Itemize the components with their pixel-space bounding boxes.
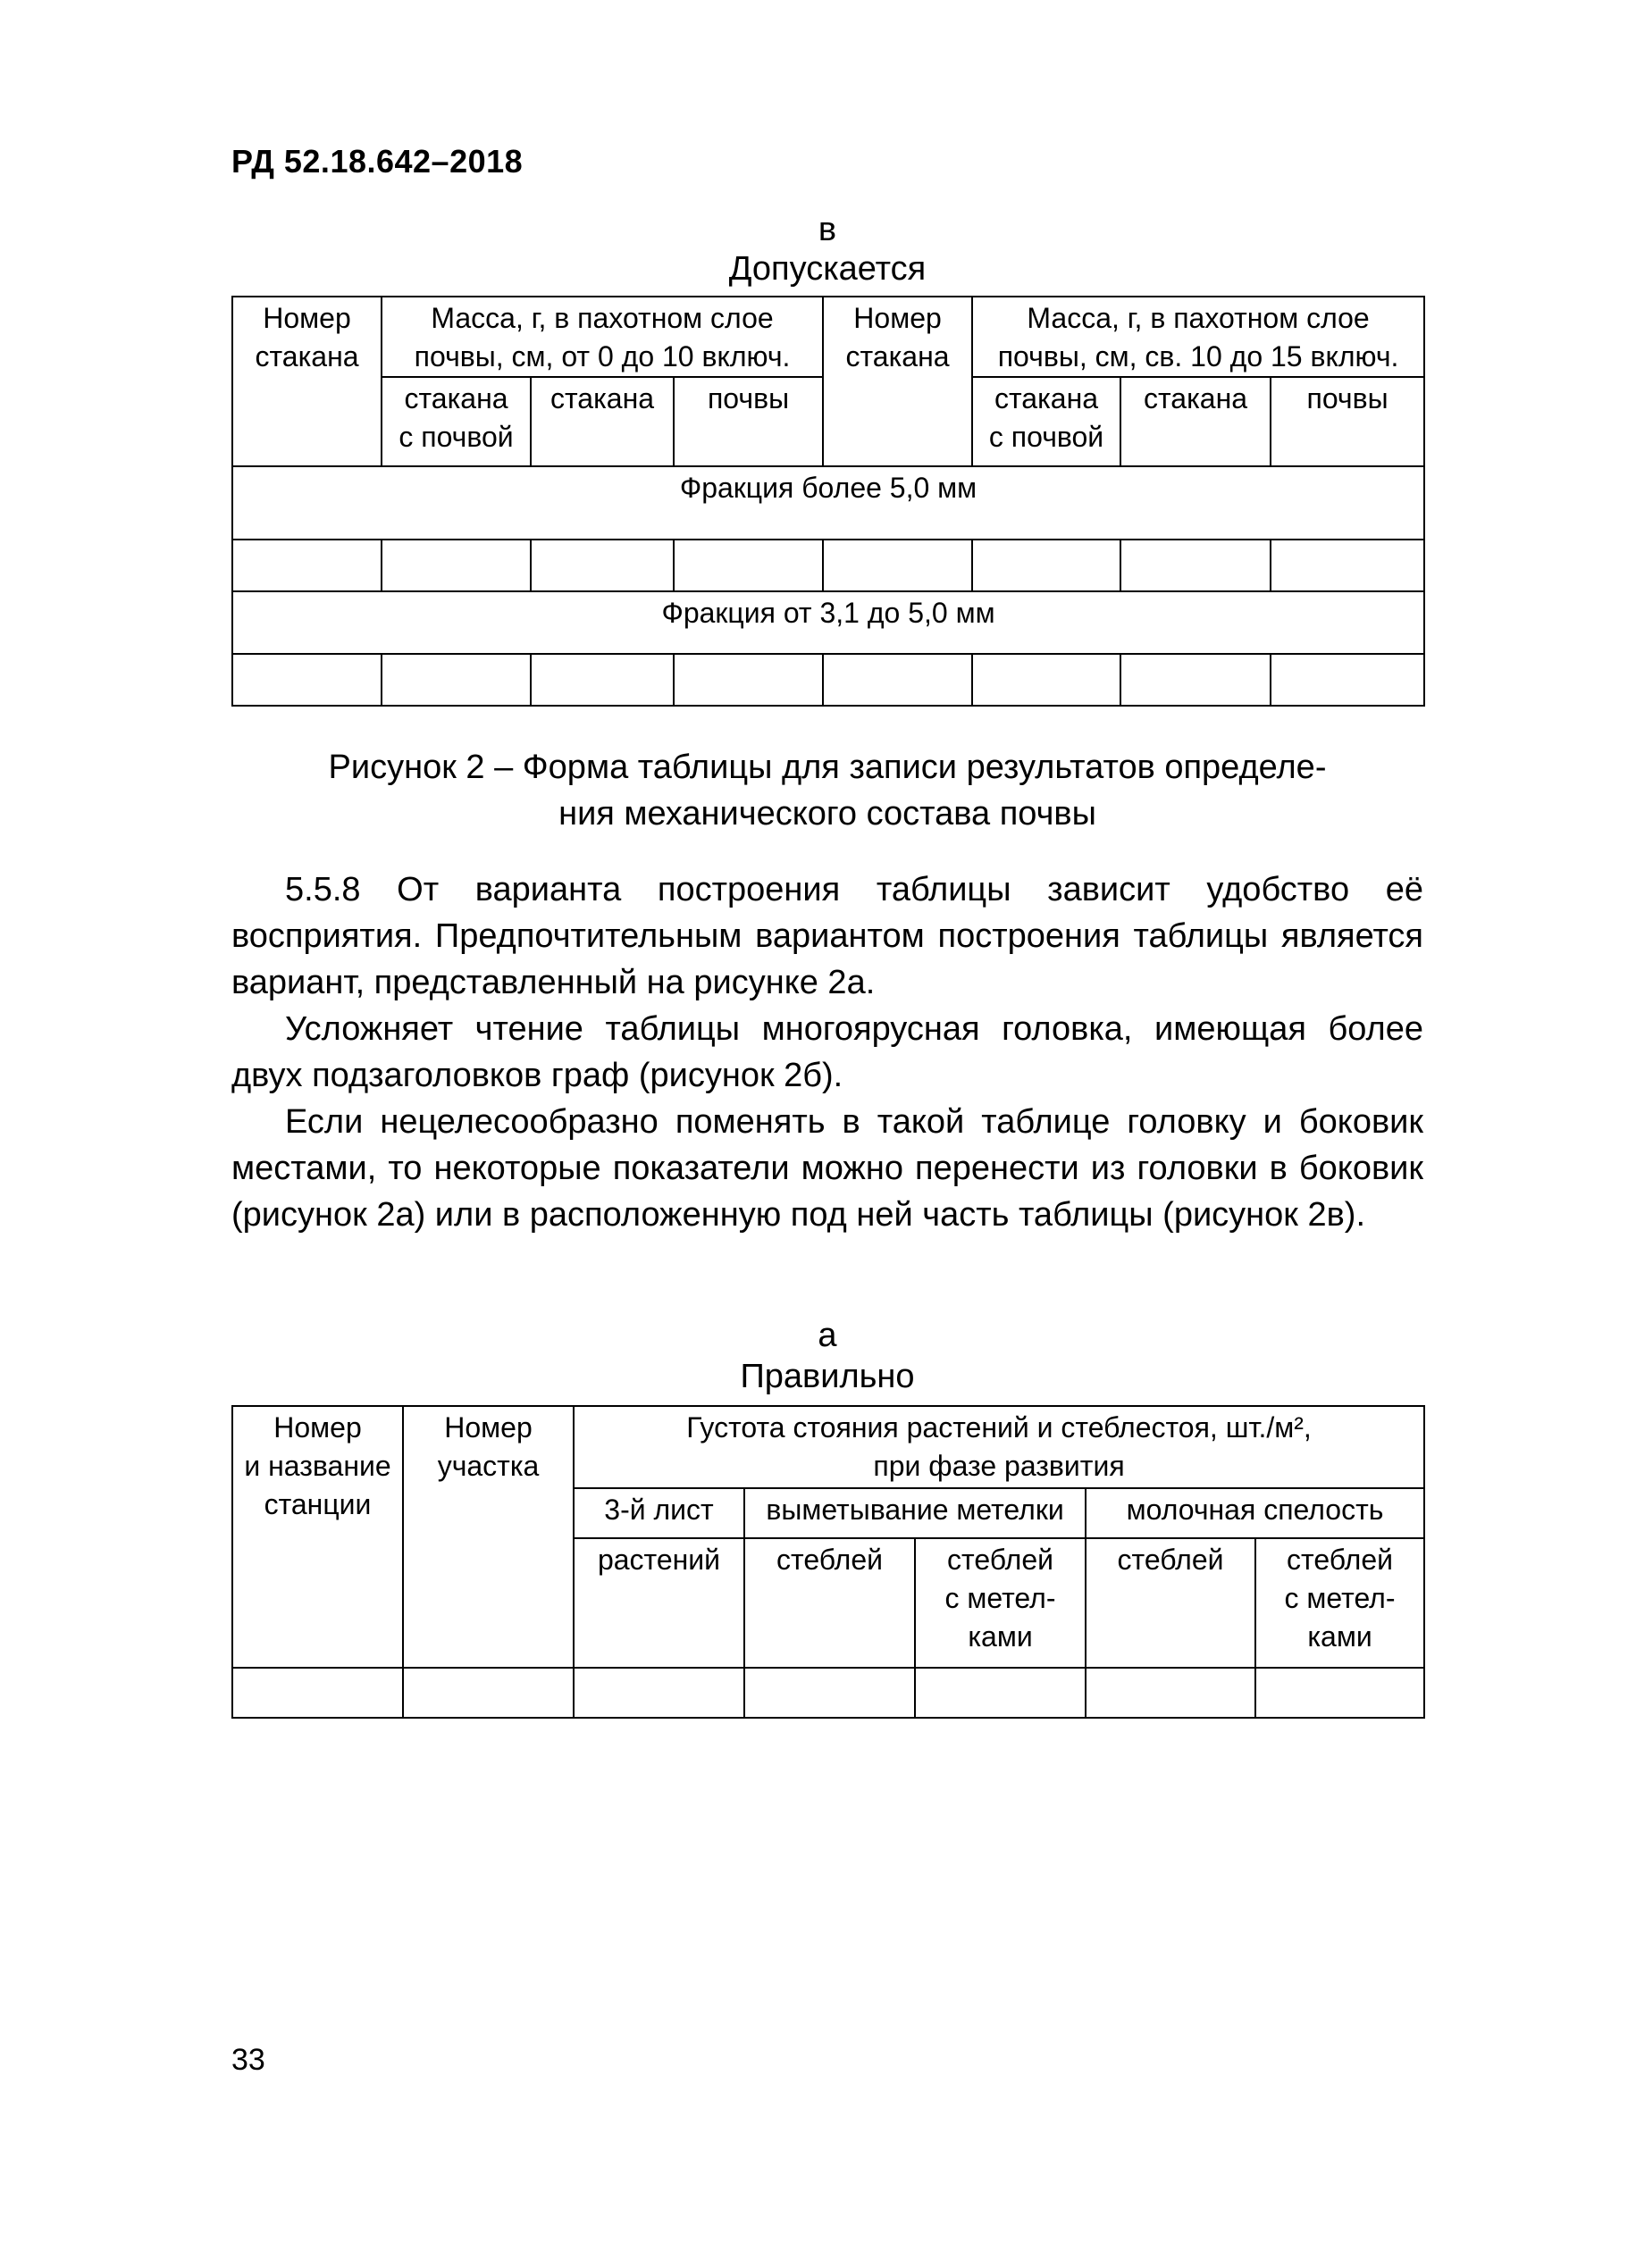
figure-caption-line-2: ния механического состава почвы: [558, 795, 1096, 833]
empty-cell: [1120, 540, 1271, 591]
paragraph: Усложняет чтение таблицы многоярусная головка, имеющая более двух подзаголовков граф (рисунок 2б).: [231, 1010, 1423, 1094]
empty-cell: [1271, 540, 1424, 591]
table-a-sub-plants: растений: [574, 1538, 744, 1668]
empty-cell: [972, 540, 1120, 591]
page-number: 33: [231, 2043, 265, 2077]
empty-cell: [232, 654, 382, 706]
table-a-sub-stems-panicle-2: стеблей с метел- ками: [1255, 1538, 1424, 1668]
paragraph: Если нецелесообразно поменять в такой таблице головку и боковик местами, то некоторые показатели можно перенести из головки в боковик (рисунок 2а) или в расположенную под ней часть таблицы (рисунок 2в).: [231, 1103, 1423, 1234]
table-v-fraction-1: Фракция более 5,0 мм: [232, 466, 1424, 540]
empty-cell: [744, 1668, 915, 1718]
table-a-phase-panicle: выметывание метелки: [744, 1488, 1086, 1538]
table-a: [231, 1405, 1425, 1719]
document-header: РД 52.18.642–2018: [231, 143, 524, 180]
table-v-sub-glass-2: стакана: [1120, 377, 1271, 466]
empty-cell: [403, 1668, 574, 1718]
table-v-sub-glass-soil-2: стакана с почвой: [972, 377, 1120, 466]
empty-cell: [232, 540, 382, 591]
empty-cell: [972, 654, 1120, 706]
table-v-header-mass-10-15: Масса, г, в пахотном слое почвы, см, св. 10 до 15 включ.: [972, 297, 1424, 377]
table-a-header-density: Густота стояния растений и стеблестоя, шт./м², при фазе развития: [574, 1406, 1424, 1488]
table-v-label: Допускается: [728, 250, 927, 288]
table-a-label: Правильно: [740, 1358, 915, 1395]
table-v-sub-soil-1: почвы: [674, 377, 823, 466]
table-v: [231, 296, 1425, 707]
table-a-sub-stems-2: стеблей: [1086, 1538, 1255, 1668]
empty-cell: [674, 540, 823, 591]
empty-cell: [1086, 1668, 1255, 1718]
empty-cell: [823, 654, 972, 706]
table-a-phase-milk: молочная спелость: [1086, 1488, 1424, 1538]
figure-caption: [231, 744, 1423, 837]
empty-cell: [1271, 654, 1424, 706]
table-a-header-station: Номер и название станции: [232, 1406, 403, 1668]
table-a-sub-stems-1: стеблей: [744, 1538, 915, 1668]
empty-cell: [1255, 1668, 1424, 1718]
body-text: [231, 866, 1423, 1238]
empty-cell: [1120, 654, 1271, 706]
empty-cell: [674, 654, 823, 706]
empty-cell: [382, 540, 531, 591]
table-v-header-number-2: Номер стакана: [823, 297, 972, 466]
paragraph: 5.5.8 От варианта построения таблицы зависит удобство её восприятия. Предпочтительным вариантом построения таблицы является вариант, представленный на рисунке 2а.: [231, 871, 1423, 1001]
empty-cell: [232, 1668, 403, 1718]
table-v-sub-soil-2: почвы: [1271, 377, 1424, 466]
table-v-sub-glass-soil-1: стакана с почвой: [382, 377, 531, 466]
empty-cell: [531, 654, 674, 706]
table-v-header-number-1: Номер стакана: [232, 297, 382, 466]
table-a-phase-leaf3: 3-й лист: [574, 1488, 744, 1538]
table-row: [232, 1668, 1424, 1718]
table-row: [232, 654, 1424, 706]
empty-cell: [574, 1668, 744, 1718]
empty-cell: [915, 1668, 1086, 1718]
table-a-sub-stems-panicle-1: стеблей с метел- ками: [915, 1538, 1086, 1668]
table-a-letter: а: [818, 1317, 837, 1354]
table-a-header-plot: Номер участка: [403, 1406, 574, 1668]
table-v-header-mass-0-10: Масса, г, в пахотном слое почвы, см, от 0 до 10 включ.: [382, 297, 823, 377]
empty-cell: [382, 654, 531, 706]
table-row: [232, 540, 1424, 591]
empty-cell: [823, 540, 972, 591]
table-v-letter: в: [818, 211, 837, 248]
table-v-sub-glass-1: стакана: [531, 377, 674, 466]
table-v-fraction-2: Фракция от 3,1 до 5,0 мм: [232, 591, 1424, 654]
figure-caption-line-1: Рисунок 2 – Форма таблицы для записи результатов определе-: [328, 749, 1327, 786]
empty-cell: [531, 540, 674, 591]
